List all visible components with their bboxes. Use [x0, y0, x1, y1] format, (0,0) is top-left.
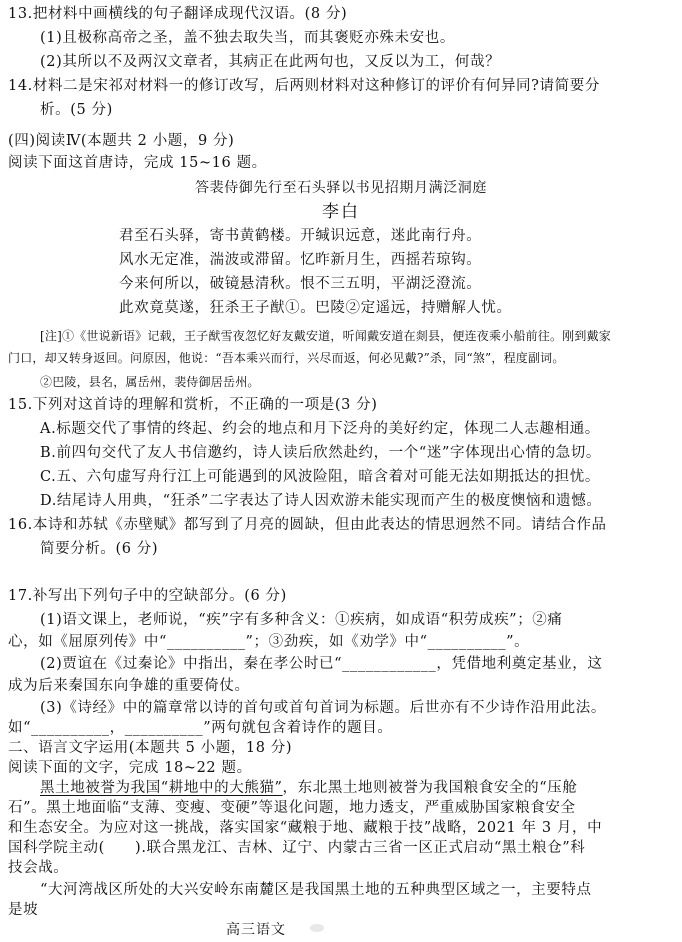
poem-title: 答裴侍御先行至石头驿以书见招期月满泛洞庭 — [195, 180, 487, 196]
poem-line-4: 此欢竟莫遂，狂杀王子猷①。巴陵②定遥远，持赠解人忧。 — [119, 300, 512, 316]
q17-part-2-cont: 成为后来秦国东向争雄的重要倚仗。 — [8, 678, 250, 694]
q13-sentence-1: (1)且极称高帝之圣，盖不独去取失当，而其褒贬亦殊未安也。 — [40, 30, 455, 46]
underlined-sentence: 黑土地被誉为我国“耕地中的大熊猫” — [40, 780, 283, 796]
passage-line-6: “大河湾战区所处的大兴安岭东南麓区是我国黑土地的五种典型区域之一，主要特点 — [40, 882, 592, 898]
q13-heading: 13.把材料中画横线的句子翻译成现代汉语。(8 分) — [8, 6, 348, 22]
q15-option-a: A.标题交代了事情的终起、约会的地点和月下泛舟的美好约定，体现二人志趣相通。 — [40, 421, 600, 437]
q15-option-c: C.五、六句虚写舟行江上可能遇到的风波险阻，暗含着对可能无法如期抵达的担忧。 — [40, 469, 600, 485]
poem-instruction: 阅读下面这首唐诗，完成 15~16 题。 — [8, 155, 267, 171]
q16-heading-cont: 简要分析。(6 分) — [40, 541, 159, 557]
poem-line-2: 风水无定准，湍波或滞留。忆昨新月生，西摇若琼钩。 — [119, 252, 482, 268]
q17-part-3-cont: 如“__________，__________”两句就包含着诗作的题目。 — [8, 720, 393, 736]
passage-instruction: 阅读下面的文字，完成 18~22 题。 — [8, 760, 252, 776]
poem-line-3: 今来何所以，破镜悬清秋。恨不三五明，平湖泛澄流。 — [119, 276, 482, 292]
q14-heading-cont: 析。(5 分) — [40, 102, 113, 118]
q17-part-1-cont: 心，如《屈原列传》中“__________”；③劲疾，如《劝学》中“__________”。 — [8, 634, 530, 650]
section-2-heading: 二、语言文字运用(本题共 5 小题，18 分) — [8, 740, 293, 756]
q16-heading: 16.本诗和苏轼《赤壁赋》都写到了月亮的圆缺，但由此表达的情思迥然不同。请结合作品 — [8, 517, 607, 533]
q17-part-3: (3)《诗经》中的篇章常以诗的首句或首句首词为标题。后世亦有不少诗作沿用此法。 — [40, 700, 606, 716]
q15-option-b: B.前四句交代了友人书信邀约，诗人读后欣然赴约，一个“迷”字体现出心情的急切。 — [40, 445, 601, 461]
section-4-heading: (四)阅读Ⅳ(本题共 2 小题，9 分) — [8, 133, 235, 149]
passage-line-7: 是坡 — [8, 902, 39, 918]
q17-part-1: (1)语文课上，老师说，“疾”字有多种含义：①疾病，如成语“积劳成疾”；②痛 — [40, 612, 563, 628]
passage-line-3: 和生态安全。为应对这一挑战，落实国家“藏粮于地、藏粮于技”战略，2021 年 3 月，中 — [8, 820, 603, 836]
poem-note-1-cont: 门口，却又转身返回。问原因，他说：“吾本乘兴而行，兴尽而返，何必见戴?”杀，同“煞”，程度副词。 — [8, 351, 565, 365]
q17-heading: 17.补写出下列句子中的空缺部分。(6 分) — [8, 588, 287, 604]
q15-heading: 15.下列对这首诗的理解和赏析，不正确的一项是(3 分) — [8, 397, 378, 413]
poem-author: 李白 — [322, 202, 360, 222]
q17-part-2: (2)贾谊在《过秦论》中指出，秦在孝公时已“____________，凭借地利奠定基业，这 — [40, 656, 603, 672]
poem-note-2: ②巴陵，县名，属岳州，裴侍御居岳州。 — [40, 375, 260, 389]
page-footer: 高三语文 — [226, 922, 286, 938]
poem-note-1: [注]①《世说新语》记载，王子猷雪夜忽忆好友戴安道，听闻戴安道在剡县，便连夜乘小船前往。刚到戴家 — [40, 329, 611, 343]
passage-line-2: 石”。黑土地面临“支薄、变瘦、变硬”等退化问题，地力透支，严重威胁国家粮食安全 — [8, 800, 576, 816]
q15-option-d: D.结尾诗人用典，“狂杀”二字表达了诗人因欢游未能实现而产生的极度懊恼和遗憾。 — [40, 493, 602, 509]
passage-line-5: 技会战。 — [8, 860, 69, 876]
q14-heading: 14.材料二是宋祁对材料一的修订改写，后两则材料对这种修订的评价有何异同?请简要分 — [8, 78, 600, 94]
scan-smudge — [310, 924, 324, 932]
passage-line-1 — [40, 778, 577, 798]
q13-sentence-2: (2)其所以不及两汉文章者，其病正在此两句也，又反以为工，何哉？ — [40, 54, 501, 70]
passage-line-4: 国科学院主动( ).联合黑龙江、吉林、辽宁、内蒙古三省一区正式启动“黑土粮仓”科 — [8, 840, 586, 856]
poem-line-1: 君至石头驿，寄书黄鹤楼。开缄识远意，迷此南行舟。 — [119, 228, 482, 244]
passage-line-1-rest: ，东北黑土地则被誉为我国粮食安全的“压舱 — [282, 780, 578, 796]
